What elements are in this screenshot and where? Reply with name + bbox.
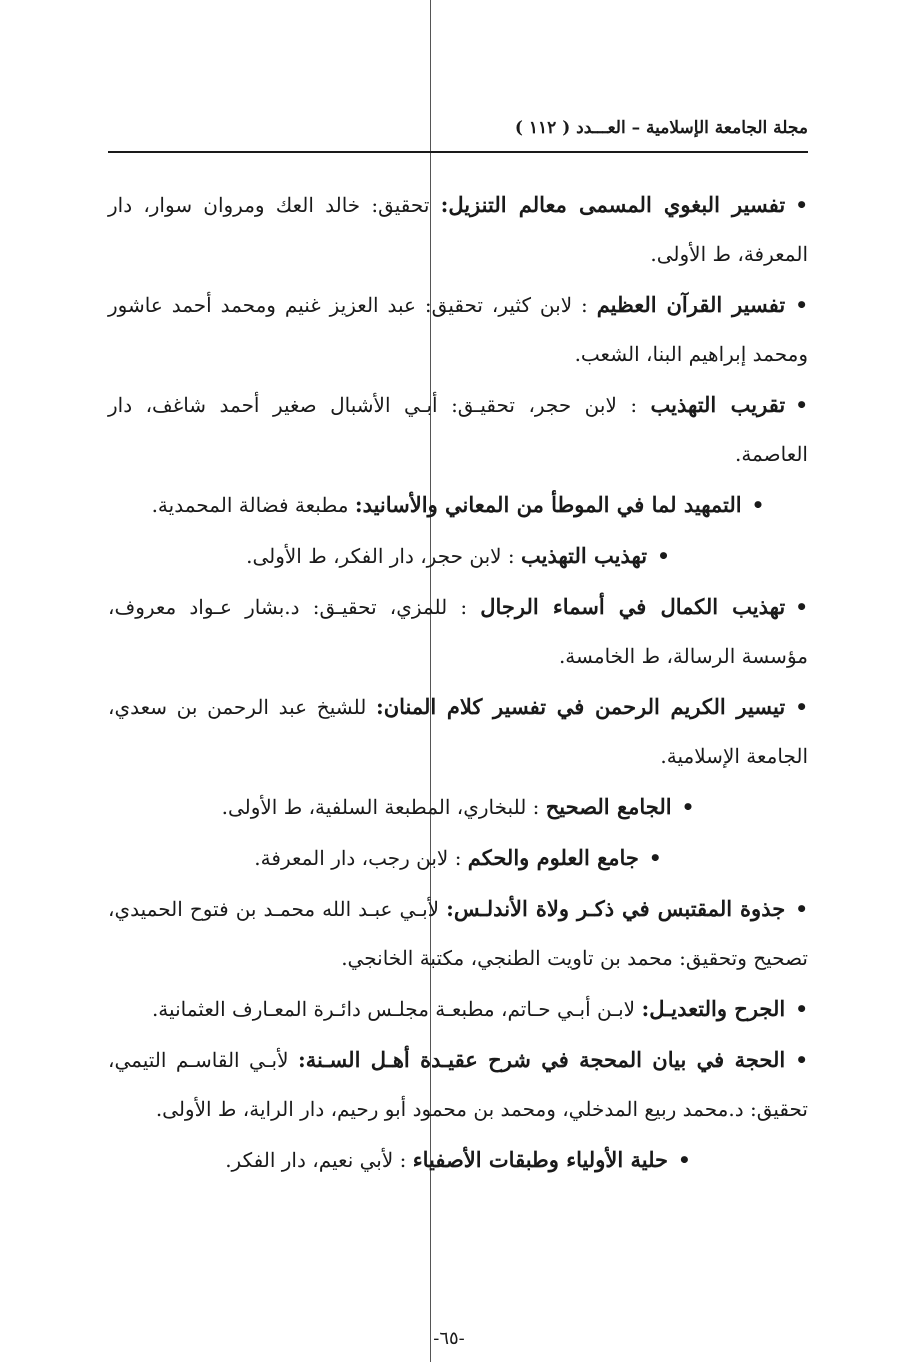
entry-details: للشيخ عبد الرحمن بن سعدي، الجامعة الإسلامية. xyxy=(108,695,808,768)
entry-title: جامع العلوم والحكم xyxy=(467,845,639,870)
bullet-icon: • xyxy=(795,393,809,417)
entry-title: حلية الأولياء وطبقات الأصفياء xyxy=(412,1147,668,1172)
entry-title: تهذيب التهذيب xyxy=(521,543,648,568)
entry-details: : لابن حجر، تحقيـق: أبـي الأشبال صغير أحمد شاغف، دار العاصمة. xyxy=(108,393,808,466)
bullet-icon: • xyxy=(678,1148,691,1172)
bibliography-list xyxy=(108,180,808,1186)
bibliography-entry xyxy=(108,480,808,530)
entry-title: تقريب التهذيب xyxy=(650,392,786,417)
bullet-icon: • xyxy=(751,493,765,517)
entry-details: تحقيق: خالد العك ومروان سوار، دار المعرفة، ط الأولى. xyxy=(108,193,808,266)
entry-title: تهذيب الكمال في أسماء الرجال xyxy=(480,594,786,619)
bibliography-entry xyxy=(108,280,808,379)
running-header: مجلة الجامعة الإسلامية – العـــدد ( ١١٢ ) xyxy=(514,118,808,138)
entry-details: لأبـي عبـد الله محمـد بن فتوح الحميدي، تصحيح وتحقيق: محمد بن تاويت الطنجي، مكتبة الخانجي. xyxy=(108,897,808,970)
entry-details: : للبخاري، المطبعة السلفية، ط الأولى. xyxy=(221,795,546,819)
entry-title: تيسير الكريم الرحمن في تفسير كلام المنان: xyxy=(375,694,786,719)
entry-title: التمهيد لما في الموطأ من المعاني والأسانيد: xyxy=(354,492,742,517)
bullet-icon: • xyxy=(681,795,695,819)
header-rule xyxy=(108,151,808,153)
bibliography-entry xyxy=(108,582,808,681)
entry-details: لأبـي القاسـم التيمي، تحقيق: د.محمد ربيع المدخلي، ومحمد بن محمود أبو رحيم، دار الراية، ط الأولى. xyxy=(108,1048,808,1121)
bullet-icon: • xyxy=(795,293,808,317)
entry-details: : للمزي، تحقيـق: د.بشار عـواد معروف، مؤسسة الرسالة، ط الخامسة. xyxy=(108,595,808,668)
bibliography-entry xyxy=(108,1135,808,1185)
bibliography-entry xyxy=(108,782,808,832)
entry-title: الجامع الصحيح xyxy=(545,794,672,819)
bibliography-entry xyxy=(108,984,808,1034)
bibliography-entry xyxy=(108,1035,808,1134)
bullet-icon: • xyxy=(795,595,808,619)
bibliography-entry xyxy=(108,682,808,781)
entry-details: لابـن أبـي حـاتم، مطبعـة مجلـس دائـرة المعـارف العثمانية. xyxy=(151,997,642,1021)
entry-title: تفسير البغوي المسمى معالم التنزيل: xyxy=(440,192,786,217)
bullet-icon: • xyxy=(795,1048,808,1072)
bullet-icon: • xyxy=(657,544,670,568)
bullet-icon: • xyxy=(795,193,808,217)
page-number: -٦٥- xyxy=(433,1328,465,1349)
entry-title: الحجة في بيان المحجة في شرح عقيـدة أهـل السـنة: xyxy=(297,1047,786,1072)
entry-details: : لابن كثير، تحقيق: عبد العزيز غنيم ومحمد أحمد عاشور ومحمد إبراهيم البنا، الشعب. xyxy=(108,293,808,366)
entry-details: : لابن رجب، دار المعرفة. xyxy=(254,846,468,870)
entry-details: : لابن حجر، دار الفكر، ط الأولى. xyxy=(246,544,521,568)
bibliography-entry xyxy=(108,884,808,983)
bullet-icon: • xyxy=(795,997,808,1021)
bullet-icon: • xyxy=(795,695,808,719)
entry-details: : لأبي نعيم، دار الفكر. xyxy=(225,1148,413,1172)
entry-title: تفسير القرآن العظيم xyxy=(596,292,786,317)
bullet-icon: • xyxy=(795,897,808,921)
bibliography-entry xyxy=(108,833,808,883)
entry-title: جذوة المقتبس في ذكـر ولاة الأندلـس: xyxy=(446,896,786,921)
entry-title: الجرح والتعديـل: xyxy=(641,996,786,1021)
bibliography-entry xyxy=(108,380,808,479)
bullet-icon: • xyxy=(648,846,662,870)
bibliography-entry xyxy=(108,180,808,279)
entry-details: مطبعة فضالة المحمدية. xyxy=(151,493,355,517)
bibliography-entry xyxy=(108,531,808,581)
